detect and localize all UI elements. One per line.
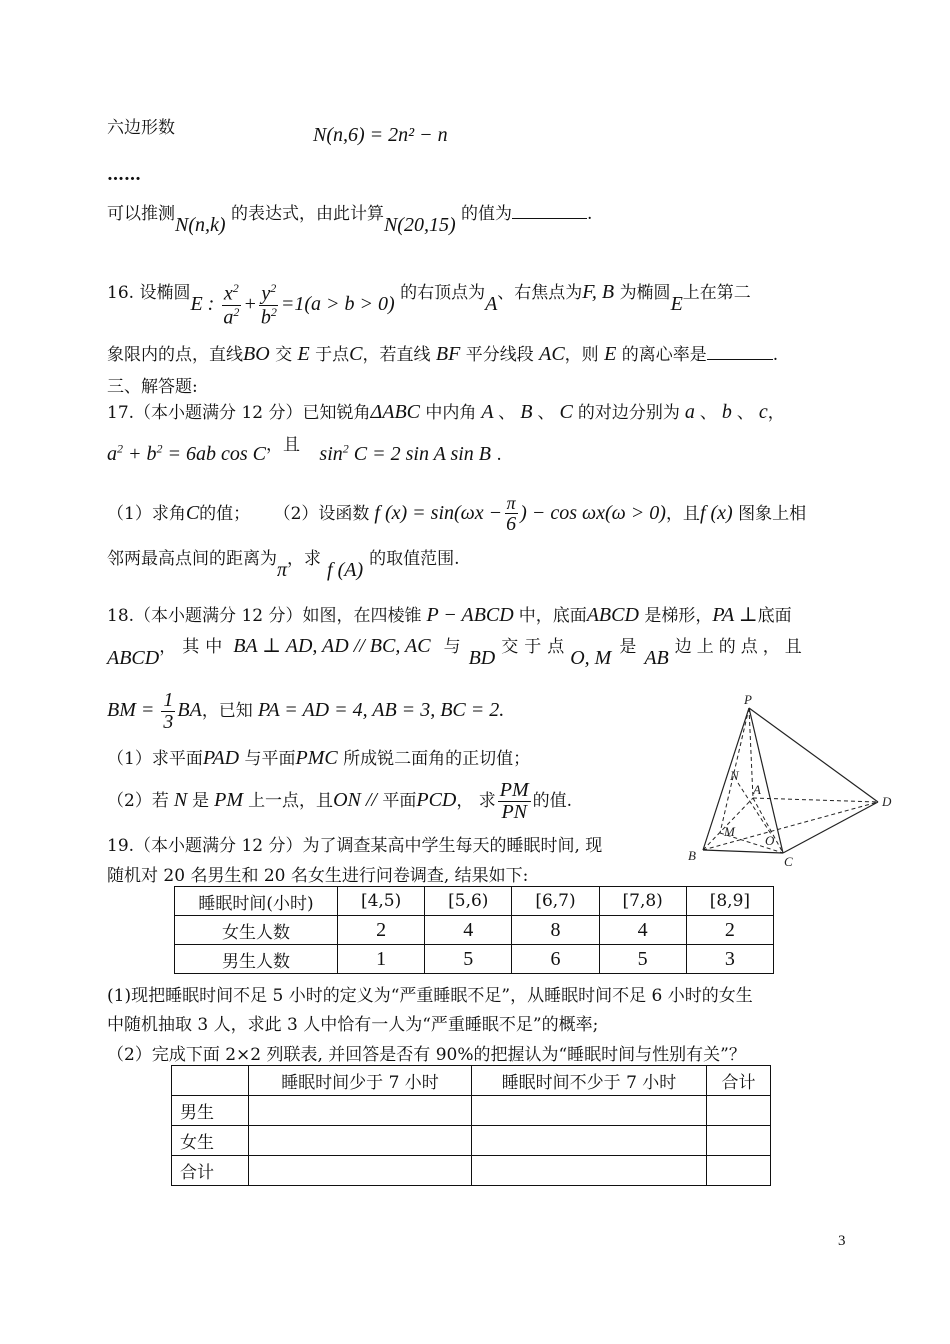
q18-p2d: 平面 [382, 791, 417, 812]
q18-p1b: 与平面 [244, 749, 296, 769]
hex-formula: N(n,6) = 2n² − n [313, 124, 448, 146]
sleep-data-table [174, 886, 774, 974]
empty-cell[interactable] [707, 1096, 771, 1126]
label-D: D [882, 794, 892, 809]
header-cell: 睡眠时间少于 7 小时 [249, 1066, 472, 1096]
q19-p1a: (1)现把睡眠时间不足 5 小时的定义为“严重睡眠不足”，从睡眠时间不足 6 小时的女生 [107, 986, 753, 1006]
q19-lead: 19.（本小题满分 12 分）为了调查某高中学生每天的睡眠时间, 现 [107, 836, 603, 856]
table-cell: 4 [425, 916, 512, 945]
q17-l4a: 邻两最高点间的距离为 [107, 549, 277, 569]
section-3-heading: 三、解答题: [107, 377, 198, 397]
empty-cell[interactable] [249, 1156, 472, 1186]
table-header-row [175, 887, 774, 916]
q16-t2: 、右焦点为 [497, 282, 583, 303]
q17-qie: ，且 [266, 435, 301, 455]
n-nk: N(n,k) [175, 214, 226, 236]
q18-p1a: （1）求平面 [107, 749, 203, 769]
q16-t1: 的右顶点为 [400, 282, 486, 303]
q17-l4c: 的取值范围. [369, 549, 460, 569]
label-M: M [724, 824, 735, 839]
table-cell: 5 [599, 945, 686, 974]
n-2015: N(20,15) [383, 214, 456, 236]
edge-AD [753, 798, 878, 802]
edge-CD [783, 802, 878, 853]
q16-blank [707, 359, 773, 360]
table-cell: 6 [512, 945, 599, 974]
q16-l2e: 平分线段 [465, 345, 534, 365]
q16-line2: 象限内的点，直线BO 交 E 于点C，若直线 BF 平分线段 AC，则 E 的离心率是 . [107, 343, 779, 365]
q18-line3: BM = $\frac{1}{3}$ BA，已知 PA = AD = 4, AB = 3, BC = 2. [107, 689, 505, 733]
table-row [172, 1096, 771, 1126]
q18-part1: （1）求平面PAD 与平面PMC 所成锐二面角的正切值； [107, 747, 531, 769]
label-B: B [688, 848, 696, 863]
table-cell: 3 [686, 945, 773, 974]
contingency-table [171, 1065, 771, 1186]
q16-l2c: 于点 [315, 345, 350, 365]
conclude-line: 可以推测N(n,k) 的表达式，由此计算N(20,15) 的值为 . [107, 204, 593, 236]
header-cell: [8,9] [686, 887, 773, 916]
ellipse-eq: E : $\frac{x^2}{a^2}$ + $\frac{y^2}{b^2}$ =1(a > b > 0) [190, 281, 395, 329]
conclude-c: 的值为 [461, 204, 513, 224]
q17-p2c: 图象上相 [738, 504, 807, 525]
table-cell: 2 [686, 916, 773, 945]
header-cell: [5,6) [425, 887, 512, 916]
q18-part2: （2）若 N 是 PM 上一点，且ON // 平面PCD， 求 $\frac{PM}{PN}$ 的值. [107, 779, 573, 823]
q16-l2g: 的离心率是 [621, 345, 707, 365]
label-N: N [730, 768, 739, 783]
ellipsis: …… [107, 165, 141, 185]
q18-p1c: 所成锐二面角的正切值； [343, 749, 531, 769]
q17-p2b: ，且 [665, 504, 700, 525]
header-cell: 睡眠时间不少于 7 小时 [472, 1066, 707, 1096]
q16-lead: 16. 设椭圆 [107, 282, 191, 303]
table-row [175, 945, 774, 974]
header-cell: [6,7) [512, 887, 599, 916]
table-row [175, 916, 774, 945]
row-label: 合计 [172, 1156, 249, 1186]
table-row [172, 1126, 771, 1156]
conclude-a: 可以推测 [107, 204, 175, 224]
q18-t1: 中，底面 [518, 606, 587, 626]
table-row [172, 1156, 771, 1186]
q16-line1: 16. 设椭圆E : $\frac{x^2}{a^2}$ + $\frac{y^2}{b^2}$ =1(a > b > 0) 的右顶点为A、右焦点为F, B 为椭圆E上在第二 [107, 280, 751, 329]
q17-line4: 邻两最高点间的距离为π，求 f (A) 的取值范围. [107, 549, 460, 581]
answer-blank [512, 218, 587, 219]
header-cell [172, 1066, 249, 1096]
empty-cell[interactable] [249, 1096, 472, 1126]
q17-t1: 中内角 [425, 403, 477, 423]
q18-line2: ABCD，其中 BA ⊥ AD, AD // BC, AC 与 BD 交于点O, M 是 AB 边上的点，且 [107, 635, 807, 669]
label-A: A [753, 782, 761, 797]
row-label: 女生 [172, 1126, 249, 1156]
header-cell: 合计 [707, 1066, 771, 1096]
q18-l2a: ，其中 [159, 637, 229, 657]
hex-label: 六边形数 [107, 118, 175, 138]
q17-t2: 的对边分别为 [577, 403, 680, 423]
empty-cell[interactable] [707, 1156, 771, 1186]
q19-p1b: 中随机抽取 3 人，求此 3 人中恰有一人为“严重睡眠不足”的概率; [107, 1015, 599, 1035]
row-label: 女生人数 [175, 916, 338, 945]
q16-t4: 上在第二 [682, 282, 751, 303]
q17-line3: （1）求角C的值； （2）设函数 f (x) = sin(ωx − $\frac{\pi}{6}$ ) − cos ωx(ω > 0)，且f (x) 图象上相 [107, 493, 807, 535]
conclude-b: 的表达式，由此计算 [230, 204, 384, 224]
table-cell: 1 [338, 945, 425, 974]
q18-p2b: 是 [192, 791, 210, 812]
q18-p2f: 的值. [532, 791, 573, 812]
q18-t2: 是梯形， [644, 606, 713, 626]
q18-lead: 18.（本小题满分 12 分）如图，在四棱锥 [107, 606, 422, 626]
q19-p2: （2）完成下面 2×2 列联表, 并回答是否有 90%的把握认为“睡眠时间与性别有关”？ [107, 1045, 746, 1065]
empty-cell[interactable] [472, 1096, 707, 1126]
q16-t3: 为椭圆 [619, 282, 671, 303]
label-C: C [784, 854, 793, 869]
table-cell: 8 [512, 916, 599, 945]
q17-l4b: ，求 [287, 549, 322, 569]
q18-l2e: 边上的点，且 [674, 637, 807, 657]
q17-line1: 17.（本小题满分 12 分）已知锐角ΔABC 中内角 A 、 B 、 C 的对边分别为 a 、 b 、 c， [107, 401, 785, 423]
empty-cell[interactable] [472, 1126, 707, 1156]
q17-p1: （1）求角 [107, 504, 186, 525]
q16-l2a: 象限内的点，直线 [107, 345, 243, 365]
label-O: O [765, 833, 775, 848]
empty-cell[interactable] [707, 1126, 771, 1156]
page-number: 3 [838, 1233, 846, 1249]
row-label: 男生人数 [175, 945, 338, 974]
q18-t3: 底面 [757, 606, 792, 626]
q18-l2c: 交于点 [501, 637, 571, 657]
header-cell: 睡眠时间(小时) [175, 887, 338, 916]
q18-l3a: ，已知 [201, 701, 253, 722]
q17-p2: （2）设函数 [273, 504, 370, 525]
q17-line2: $a^2 + b^2 = 6ab$ cos C，且 $\sin^2 C = 2$ sin A sin B . [107, 435, 502, 465]
q18-l2d: 是 [619, 637, 637, 657]
q17-p1b: 的值； [199, 504, 251, 525]
q19-lead2: 随机对 20 名男生和 20 名女生进行问卷调查, 结果如下: [107, 866, 529, 886]
empty-cell[interactable] [472, 1156, 707, 1186]
pyramid-figure [683, 690, 898, 870]
q16-l2b: 交 [275, 345, 293, 365]
empty-cell[interactable] [249, 1126, 472, 1156]
row-label: 男生 [172, 1096, 249, 1126]
q18-p2c: 上一点，且 [248, 791, 334, 812]
q18-p2e: ， 求 [456, 791, 496, 812]
table-header-row [172, 1066, 771, 1096]
q18-l2b: 与 [443, 637, 461, 657]
table-cell: 2 [338, 916, 425, 945]
q18-line1: 18.（本小题满分 12 分）如图，在四棱锥 P − ABCD 中，底面ABCD 是梯形，PA ⊥底面 [107, 604, 792, 626]
header-cell: [7,8) [599, 887, 686, 916]
table-cell: 4 [599, 916, 686, 945]
q16-l2f: ，则 [564, 345, 599, 365]
q18-p2a: （2）若 [107, 791, 169, 812]
edge-BC [703, 850, 783, 853]
q16-l2d: ，若直线 [362, 345, 431, 365]
table-cell: 5 [425, 945, 512, 974]
header-cell: [4,5) [338, 887, 425, 916]
label-P: P [744, 692, 752, 707]
q17-lead: 17.（本小题满分 12 分）已知锐角 [107, 403, 371, 423]
